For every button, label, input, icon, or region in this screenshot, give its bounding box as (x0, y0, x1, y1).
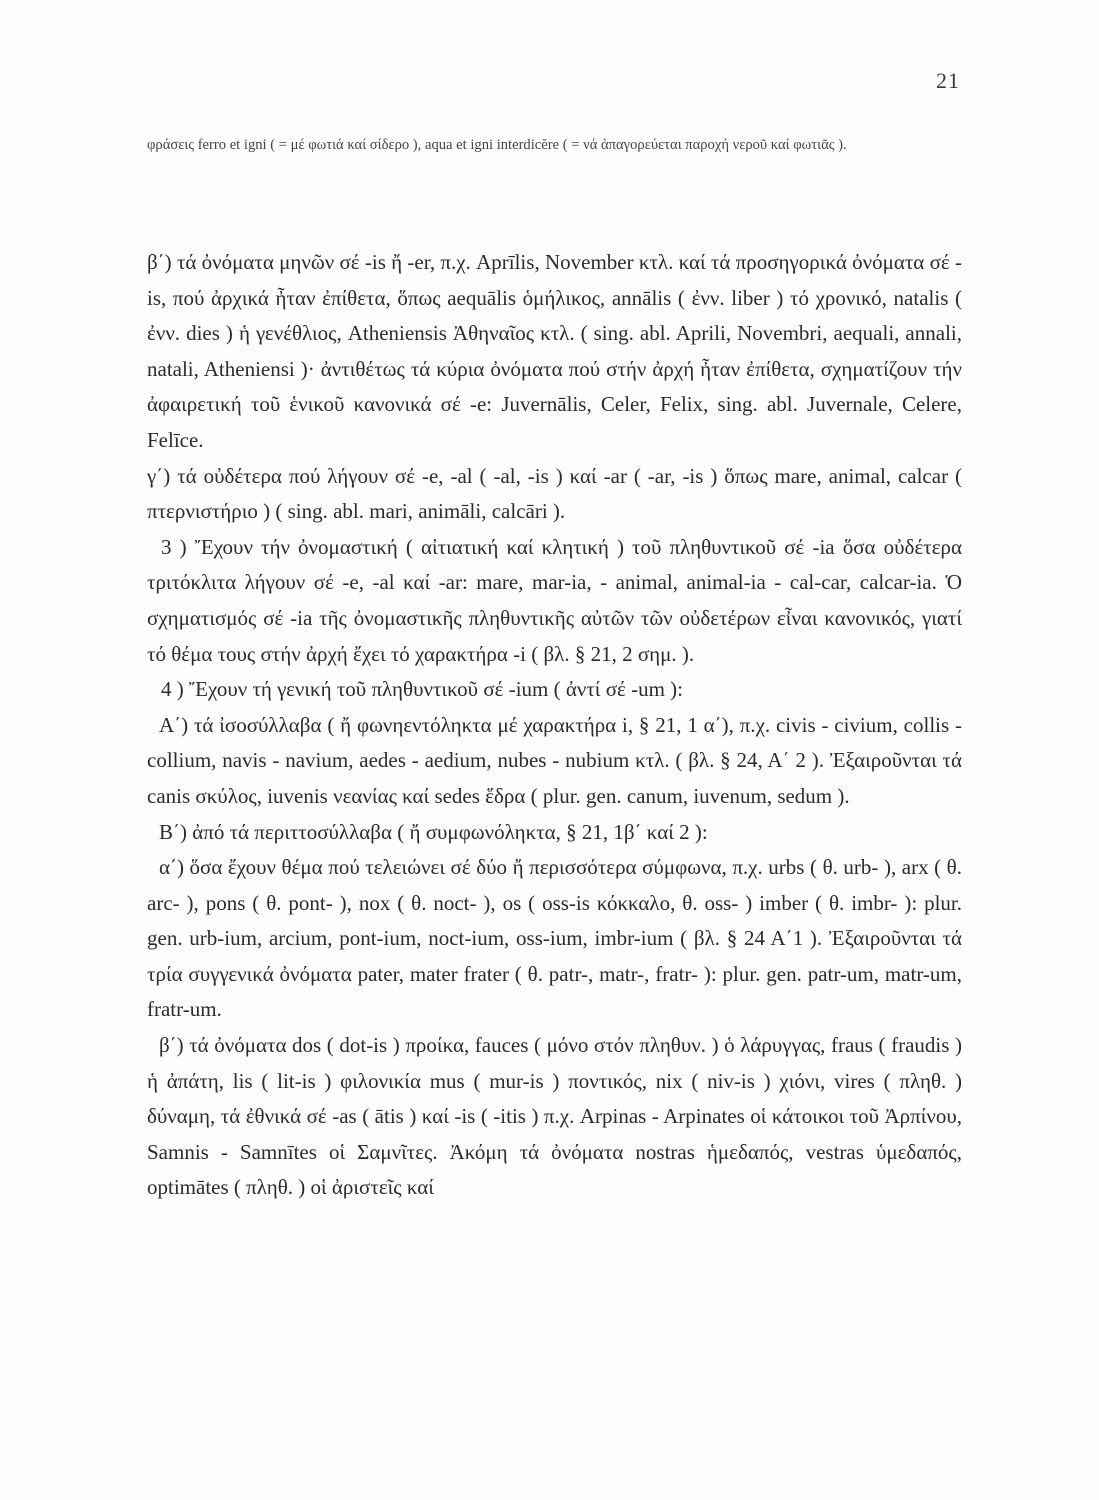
paragraph-3-nominative-plural: 3 ) Ἔχουν τήν ὀνομαστική ( αἰτιατική καί κλητική ) τοῦ πληθυντικοῦ σέ -ia ὅσα οὐδέτερα τριτόκλιτα λήγουν σέ -e, -al καί -ar: mare, mar-ia, - animal, animal-ia - cal-car, calcar-ia. Ὁ σχηματισμός σέ -ia τῆς ὀνομαστικῆς πληθυντικῆς αὐτῶν τῶν οὐδετέρων εἶναι κανονικός, γιατί τό θέμα τους στήν ἀρχή ἔχει τό χαρακτήρα -i ( βλ. § 21, 2 σημ. ). (147, 534, 962, 666)
paragraph-A-parisyllabic: Α΄) τά ἰσοσύλλαβα ( ἤ φωνηεντόληκτα μέ χαρακτήρα i, § 21, 1 α΄), π.χ. civis - civium, collis - collium, navis - navium, aedes - aedium, nubes - nubium κτλ. ( βλ. § 24, Α΄ 2 ). Ἐξαιροῦνται τά canis σκύλος, iuvenis νεανίας καί sedes ἕδρα ( plur. gen. canum, iuvenum, sedum ). (147, 712, 962, 808)
page-number: 21 (936, 68, 960, 93)
paragraph-beta-month-names: β΄) τά ὀνόματα μηνῶν σέ -is ἤ -er, π.χ. Aprīlis, November κτλ. καί τά προσηγορικά ὀνόματα σέ -is, πού ἀρχικά ἦταν ἐπίθετα, ὅπως aequālis ὁμήλικος, annālis ( ἐνν. liber ) τό χρονικό, natalis ( ἐνν. dies ) ἡ γενέθλιος, Atheniensis Ἀθηναῖος κτλ. ( sing. abl. Aprili, Novembri, aequali, annali, natali, Atheniensi )· ἀντιθέτως τά κύρια ὀνόματα πού στήν ἀρχή ἦταν ἐπίθετα, σχηματίζουν τήν ἀφαιρετική τοῦ ἑνικοῦ κανονικά σέ -e: Juvernālis, Celer, Felix, sing. abl. Juvernale, Celere, Felīce. (147, 250, 962, 452)
paragraph-B-imparisyllabic: Β΄) ἀπό τά περιττοσύλλαβα ( ἤ συμφωνόληκτα, § 21, 1β΄ καί 2 ): (159, 819, 708, 844)
paragraph-beta-special-nouns: β΄) τά ὀνόματα dos ( dot-is ) προίκα, fauces ( μόνο στόν πληθυν. ) ὁ λάρυγγας, fraus ( fraudis ) ἡ ἀπάτη, lis ( lit-is ) φιλονικία mus ( mur-is ) ποντικός, nix ( niv-is ) χιόνι, vires ( πληθ. ) δύναμη, τά ἐθνικά σέ -as ( ātis ) καί -is ( -itis ) π.χ. Arpinas - Arpinates οἱ κάτοικοι τοῦ Ἀρπίνου, Samnis - Samnītes οἱ Σαμνῖτες. Ἀκόμη τά ὀνόματα nostras ἡμεδαπός, vestras ὑμεδαπός, optimātes ( πληθ. ) οἱ ἀριστεῖς καί (147, 1033, 962, 1200)
paragraph-alpha-consonant-stems: α΄) ὅσα ἔχουν θέμα πού τελειώνει σέ δύο ἤ περισσότερα σύμφωνα, π.χ. urbs ( θ. urb- ), arx ( θ. arc- ), pons ( θ. pont- ), nox ( θ. noct- ), os ( oss-is κόκκαλο, θ. oss- ) imber ( θ. imbr- ): plur. gen. urb-ium, arcium, pont-ium, noct-ium, oss-ium, imbr-ium ( βλ. § 24 Α΄1 ). Ἐξαιροῦνται τά τρία συγγενικά ὀνόματα pater, mater frater ( θ. patr-, matr-, fratr- ): plur. gen. patr-um, matr-um, fratr-um. (147, 855, 962, 1022)
main-text (147, 245, 962, 1206)
paragraph-4-genitive-plural: 4 ) Ἔχουν τή γενική τοῦ πληθυντικοῦ σέ -ium ( ἀντί σέ -um ): (161, 677, 684, 702)
footnote-text: φράσεις ferro et igni ( = μέ φωτιά καί σίδερο ), aqua et igni interdicĕre ( = νά ἀπαγορεύεται παροχή νεροῦ καί φωτιᾶς ). (147, 137, 847, 153)
paragraph-gamma-neuters: γ΄) τά οὐδέτερα πού λήγουν σέ -e, -al ( -al, -is ) καί -ar ( -ar, -is ) ὅπως mare, animal, calcar ( πτερνιστήριο ) ( sing. abl. mari, animāli, calcāri ). (147, 463, 962, 524)
footnote-continuation (147, 133, 962, 158)
